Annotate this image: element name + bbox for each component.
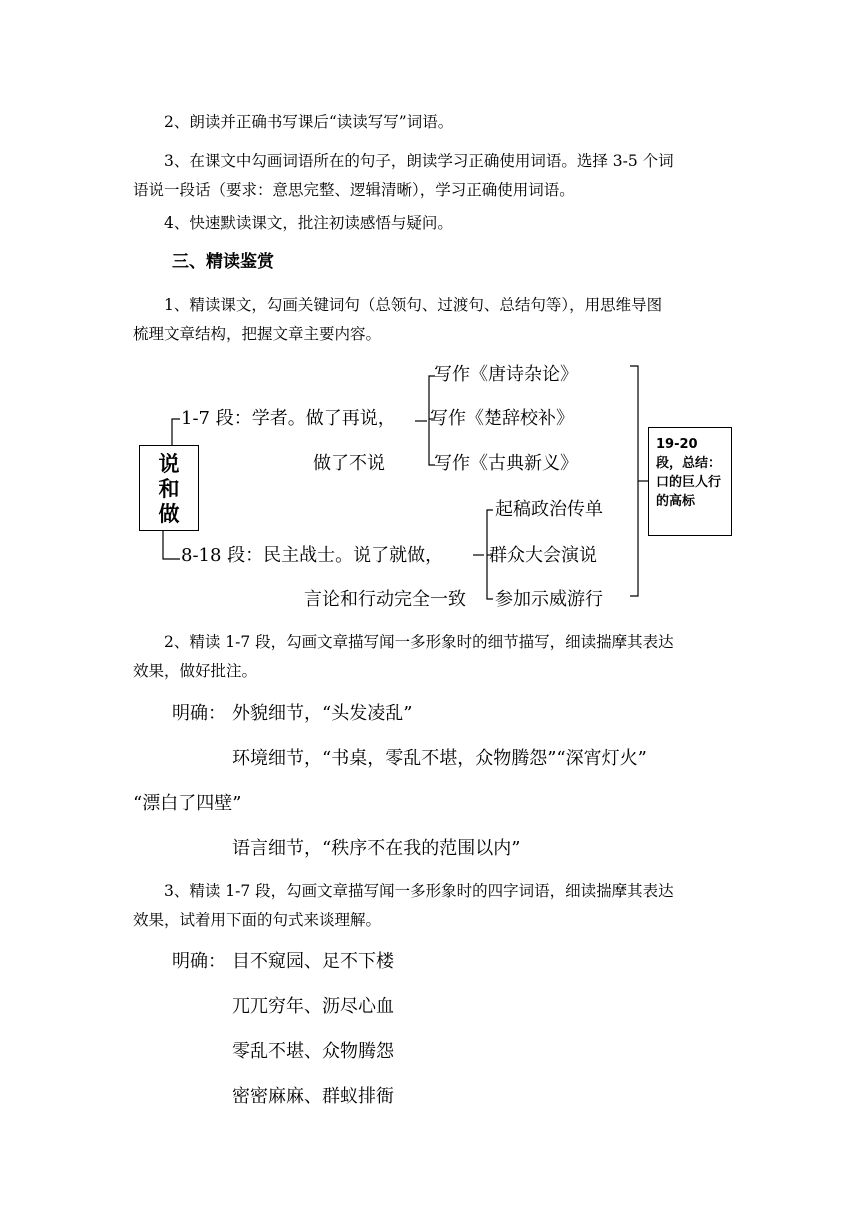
branch1-sub: 做了不说: [313, 453, 385, 474]
center-char-2: 和: [158, 477, 180, 501]
task2-detail-3: 语言细节，“秩序不在我的范围以内”: [232, 838, 521, 859]
task3-line2: 效果，试着用下面的句式来谈理解。: [133, 911, 382, 929]
intro-item-3-line2: 语说一段话（要求：意思完整、逻辑清晰），学习正确使用词语。: [133, 181, 575, 199]
branch2-item-3: 参加示威游行: [495, 589, 603, 610]
intro-item-2: 2、朗读并正确书写课后“读读写写”词语。: [164, 113, 454, 131]
intro-item-4: 4、快速默读课文，批注初读感悟与疑问。: [164, 214, 453, 232]
task1-line2: 梳理文章结构，把握文章主要内容。: [133, 325, 382, 343]
task3-answer-label: 明确：: [172, 951, 226, 972]
branch1-label: 1-7 段：学者。做了再说，: [181, 408, 396, 429]
task3-word-4: 密密麻麻、群蚁排衙: [232, 1086, 394, 1107]
branch1-item-3: 写作《古典新义》: [434, 453, 578, 474]
task2-answer-label: 明确：: [172, 703, 226, 724]
branch1-item-1: 写作《唐诗杂论》: [434, 364, 578, 385]
task1-line1: 1、精读课文，勾画关键词句（总领句、过渡句、总结句等），用思维导图: [164, 296, 663, 314]
task3-word-3: 零乱不堪、众物腾怨: [232, 1041, 394, 1062]
branch2-sub: 言论和行动完全一致: [304, 589, 466, 610]
task3-word-1: 目不窥园、足不下楼: [232, 951, 394, 972]
branch2-item-1: 起稿政治传单: [495, 499, 603, 520]
intro-item-3-line1: 3、在课文中勾画词语所在的句子，朗读学习正确使用词语。选择 3-5 个词: [164, 152, 674, 170]
task2-detail-1: 外貌细节，“头发凌乱”: [232, 703, 413, 724]
task3-word-2: 兀兀穷年、沥尽心血: [232, 996, 394, 1017]
mindmap-summary-box: 19-20 段，总结：口的巨人行的高标: [648, 427, 732, 536]
task2-line1: 2、精读 1-7 段，勾画文章描写闻一多形象时的细节描写，细读揣摩其表达: [164, 633, 674, 651]
branch2-label: 8-18 段：民主战士。说了就做，: [181, 545, 444, 566]
section-heading: 三、精读鉴赏: [172, 252, 274, 272]
mindmap-center-box: [139, 445, 199, 531]
branch2-item-2: 群众大会演说: [489, 545, 597, 566]
task2-detail-2-cont: “漂白了四壁”: [133, 793, 242, 814]
task2-line2: 效果，做好批注。: [133, 662, 258, 680]
center-char-3: 做: [158, 502, 180, 526]
center-char-1: 说: [158, 452, 180, 476]
task2-detail-2: 环境细节，“书桌，零乱不堪，众物腾怨”“深宵灯火”: [232, 748, 647, 769]
task3-line1: 3、精读 1-7 段，勾画文章描写闻一多形象时的四字词语，细读揣摩其表达: [164, 882, 674, 900]
branch1-item-2: 写作《楚辞校补》: [430, 408, 574, 429]
